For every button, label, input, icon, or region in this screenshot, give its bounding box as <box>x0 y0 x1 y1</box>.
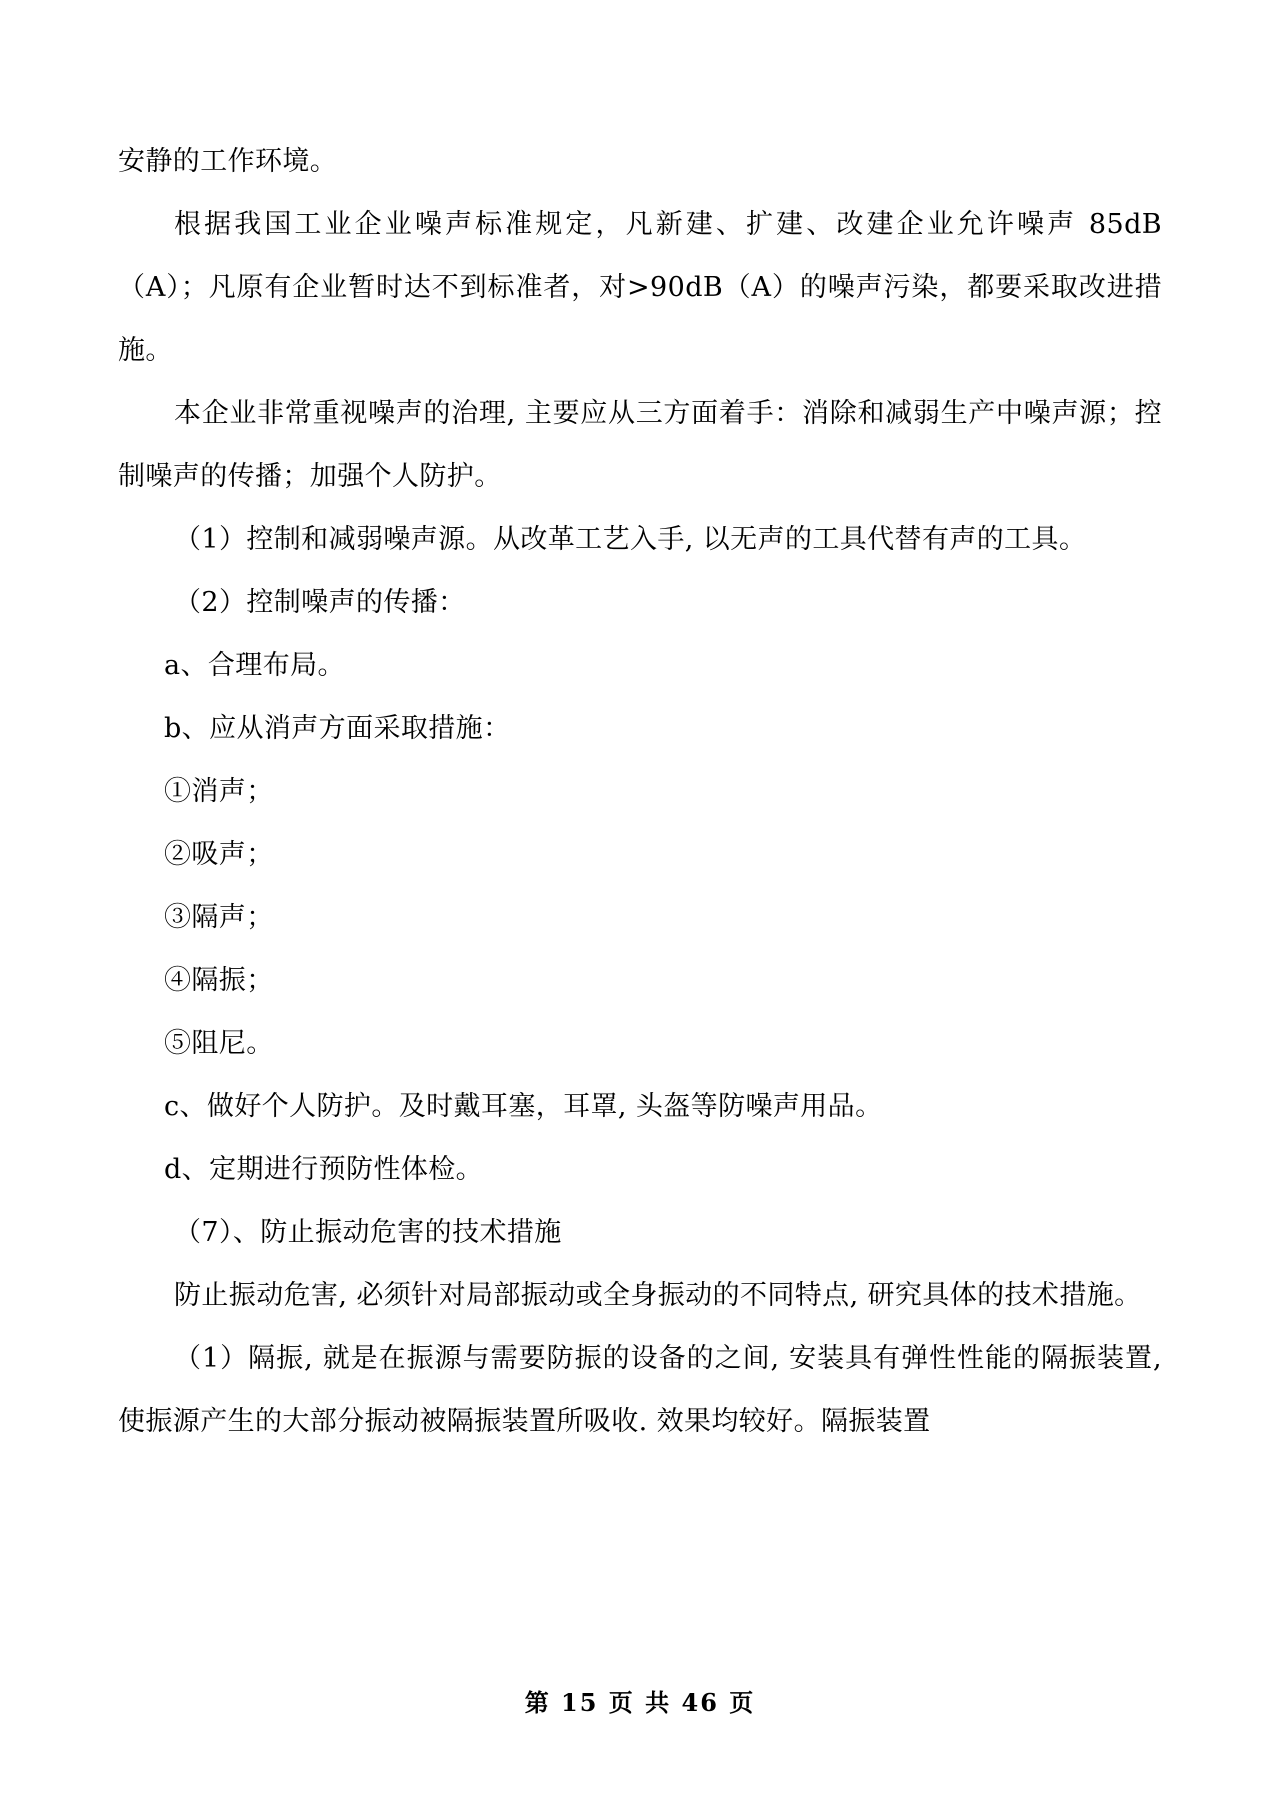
paragraph-16: 防止振动危害, 必须针对局部振动或全身振动的不同特点, 研究具体的技术措施。 <box>174 1280 1142 1311</box>
list-item-5: ⑤阻尼。 <box>164 1028 274 1059</box>
paragraph-5: （2）控制噪声的传播： <box>174 587 466 618</box>
document-body <box>118 130 1171 1453</box>
list-item-3: ③隔声； <box>164 902 274 933</box>
paragraph-section-7: （7）、防止振动危害的技术措施 <box>174 1217 562 1248</box>
page-footer: 第 15 页 共 46 页 <box>524 1688 756 1717</box>
paragraph-17: （1）隔振, 就是在振源与需要防振的设备的之间, 安装具有弹性性能的隔振装置, 使振源产生的大部分振动被隔振装置所吸收. 效果均较好。隔振装置 <box>118 1343 1171 1437</box>
list-item-1: ①消声； <box>164 776 274 807</box>
paragraph-2: 根据我国工业企业噪声标准规定，凡新建、扩建、改建企业允许噪声 85dB（A）；凡原有企业暂时达不到标准者，对>90dB（A）的噪声污染，都要采取改进措施。 <box>118 209 1162 366</box>
list-item-d: d、定期进行预防性体检。 <box>164 1154 484 1185</box>
list-item-2: ②吸声； <box>164 839 274 870</box>
paragraph-4: （1）控制和减弱噪声源。从改革工艺入手, 以无声的工具代替有声的工具。 <box>174 524 1087 555</box>
paragraph-3: 本企业非常重视噪声的治理, 主要应从三方面着手：消除和减弱生产中噪声源；控制噪声的传播；加强个人防护。 <box>118 398 1162 492</box>
list-item-4: ④隔振； <box>164 965 274 996</box>
list-item-c: c、做好个人防护。及时戴耳塞，耳罩, 头盔等防噪声用品。 <box>164 1091 883 1122</box>
paragraph-1: 安静的工作环境。 <box>118 146 338 177</box>
list-item-a: a、合理布局。 <box>164 650 345 681</box>
list-item-b: b、应从消声方面采取措施： <box>164 713 511 744</box>
